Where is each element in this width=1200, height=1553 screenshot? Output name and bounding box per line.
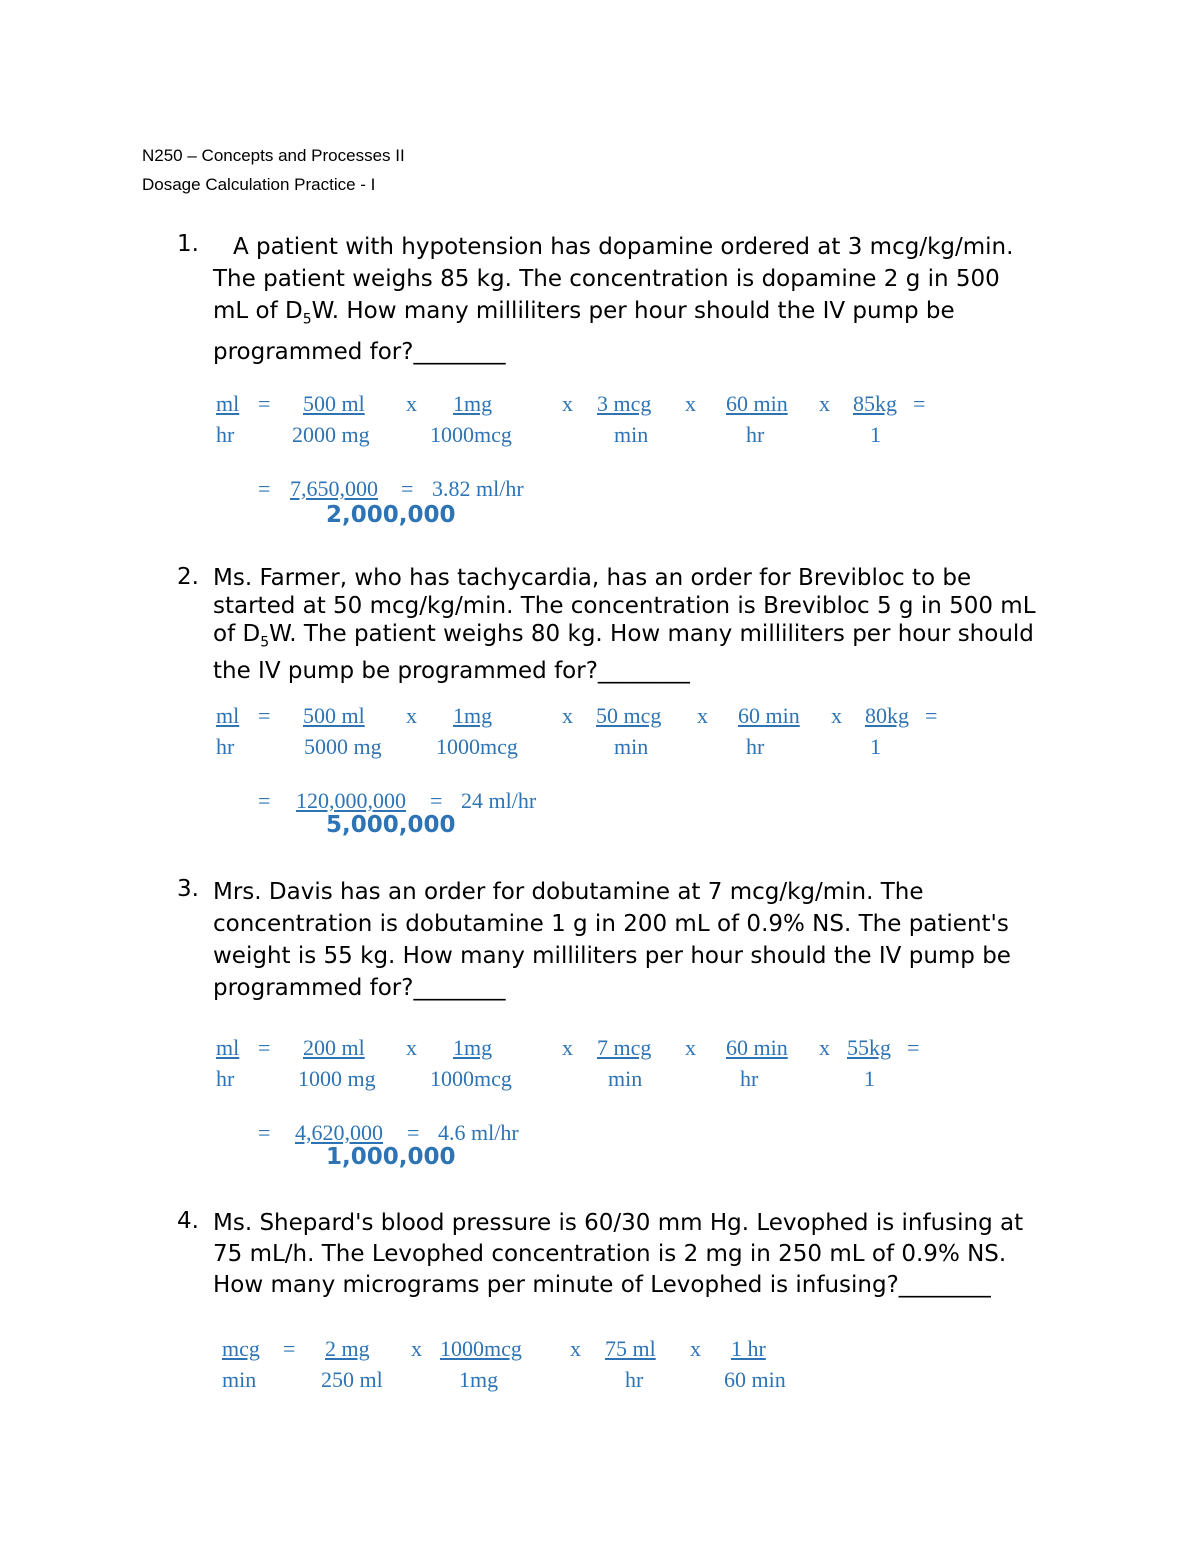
- times-sign: x: [690, 1336, 701, 1361]
- question-line: 75 mL/h. The Levophed concentration is 2 mg in 250 mL of 0.9% NS.: [213, 1241, 1007, 1267]
- question-line: W. The patient weighs 80 kg. How many milliliters per hour should: [269, 621, 1034, 647]
- denominator: hr: [740, 1066, 759, 1091]
- result-numerator: 7,650,000: [290, 476, 378, 501]
- question-line: the IV pump be programmed for?________: [213, 657, 690, 684]
- numerator: ml: [216, 391, 240, 416]
- numerator: 7 mcg: [597, 1035, 652, 1060]
- numerator: 1mg: [453, 703, 493, 728]
- times-sign: x: [819, 391, 830, 416]
- numerator: 60 min: [726, 391, 788, 416]
- times-sign: x: [406, 1035, 417, 1060]
- denominator: hr: [216, 734, 235, 759]
- numerator: ml: [216, 703, 240, 728]
- numerator: 80kg: [865, 703, 909, 728]
- equals-sign: =: [283, 1336, 296, 1361]
- question-line: programmed for?________: [213, 975, 506, 1001]
- numerator: 1 hr: [731, 1336, 766, 1361]
- denominator: 1mg: [459, 1367, 499, 1392]
- times-sign: x: [406, 391, 417, 416]
- denominator: min: [222, 1367, 257, 1392]
- numerator: 85kg: [853, 391, 897, 416]
- question-line: weight is 55 kg. How many milliliters per hour should the IV pump be: [213, 943, 1011, 969]
- question-line: started at 50 mcg/kg/min. The concentration is Brevibloc 5 g in 500 mL: [213, 593, 1036, 619]
- denominator: 1: [864, 1066, 875, 1091]
- numerator: 1mg: [453, 391, 493, 416]
- result-value: 3.82 ml/hr: [432, 476, 524, 501]
- times-sign: x: [570, 1336, 581, 1361]
- equals-sign: =: [907, 1035, 920, 1060]
- question-line: The patient weighs 85 kg. The concentration is dopamine 2 g in 500: [213, 266, 1000, 292]
- numerator: 200 ml: [303, 1035, 365, 1060]
- times-sign: x: [562, 391, 573, 416]
- denominator: 5000 mg: [304, 734, 382, 759]
- question-line: How many micrograms per minute of Levophed is infusing?________: [213, 1272, 991, 1298]
- result-numerator: 4,620,000: [295, 1120, 383, 1145]
- equals-sign: =: [258, 703, 271, 728]
- result-denominator: 2,000,000: [326, 502, 456, 528]
- numerator: 75 ml: [605, 1336, 656, 1361]
- denominator: 250 ml: [321, 1367, 383, 1392]
- denominator: hr: [625, 1367, 644, 1392]
- denominator: 2000 mg: [292, 422, 370, 447]
- equals-sign: =: [258, 391, 271, 416]
- numerator: 500 ml: [303, 391, 365, 416]
- question-number: 4.: [177, 1208, 199, 1234]
- times-sign: x: [562, 703, 573, 728]
- denominator: min: [614, 422, 649, 447]
- result-denominator: 1,000,000: [326, 1144, 456, 1170]
- equals-sign: =: [925, 703, 938, 728]
- subscript: 5: [260, 634, 270, 651]
- times-sign: x: [406, 703, 417, 728]
- question-text: [213, 876, 1073, 1004]
- question-line: mL of D: [213, 298, 303, 324]
- question-number: 3.: [177, 876, 199, 902]
- numerator: 2 mg: [325, 1336, 370, 1361]
- numerator: 500 ml: [303, 703, 365, 728]
- question-text: [213, 231, 1073, 368]
- denominator: 1000mcg: [430, 422, 512, 447]
- equals-sign: =: [258, 1120, 271, 1145]
- denominator: hr: [216, 1066, 235, 1091]
- equals-sign: =: [258, 1035, 271, 1060]
- times-sign: x: [411, 1336, 422, 1361]
- question-text: [213, 564, 1073, 685]
- numerator: ml: [216, 1035, 240, 1060]
- equals-sign: =: [258, 788, 271, 813]
- times-sign: x: [697, 703, 708, 728]
- question-number: 1.: [177, 231, 199, 257]
- numerator: 3 mcg: [597, 391, 652, 416]
- question-line: programmed for?________: [213, 338, 506, 365]
- denominator: 60 min: [724, 1367, 786, 1392]
- numerator: 55kg: [847, 1035, 891, 1060]
- question-line: Ms. Shepard's blood pressure is 60/30 mm Hg. Levophed is infusing at: [213, 1210, 1024, 1236]
- subscript: 5: [302, 311, 312, 328]
- equals-sign: =: [913, 391, 926, 416]
- question-number: 2.: [177, 564, 199, 590]
- denominator: 1000mcg: [436, 734, 518, 759]
- numerator: 1000mcg: [440, 1336, 522, 1361]
- numerator: mcg: [222, 1336, 260, 1361]
- times-sign: x: [685, 391, 696, 416]
- times-sign: x: [819, 1035, 830, 1060]
- equals-sign: =: [401, 476, 414, 501]
- denominator: min: [608, 1066, 643, 1091]
- denominator: 1000 mg: [298, 1066, 376, 1091]
- equals-sign: =: [407, 1120, 420, 1145]
- equals-sign: =: [430, 788, 443, 813]
- numerator: 60 min: [726, 1035, 788, 1060]
- course-title: N250 – Concepts and Processes II: [142, 146, 405, 165]
- question-line: concentration is dobutamine 1 g in 200 mL of 0.9% NS. The patient's: [213, 911, 1009, 937]
- denominator: 1000mcg: [430, 1066, 512, 1091]
- numerator: 50 mcg: [596, 703, 662, 728]
- numerator: 60 min: [738, 703, 800, 728]
- denominator: 1: [870, 422, 881, 447]
- result-value: 24 ml/hr: [461, 788, 537, 813]
- question-line: A patient with hypotension has dopamine ordered at 3 mcg/kg/min.: [233, 234, 1014, 260]
- times-sign: x: [831, 703, 842, 728]
- denominator: hr: [746, 422, 765, 447]
- denominator: 1: [870, 734, 881, 759]
- question-line: of D: [213, 621, 261, 647]
- times-sign: x: [685, 1035, 696, 1060]
- equals-sign: =: [258, 476, 271, 501]
- result-numerator: 120,000,000: [296, 788, 406, 813]
- question-line: W. How many milliliters per hour should the IV pump be: [311, 298, 955, 324]
- numerator: 1mg: [453, 1035, 493, 1060]
- worksheet-subtitle: Dosage Calculation Practice - I: [142, 175, 376, 194]
- denominator: hr: [216, 422, 235, 447]
- denominator: min: [614, 734, 649, 759]
- denominator: hr: [746, 734, 765, 759]
- question-line: Ms. Farmer, who has tachycardia, has an order for Brevibloc to be: [213, 565, 972, 591]
- question-text: [213, 1208, 1073, 1301]
- times-sign: x: [562, 1035, 573, 1060]
- result-value: 4.6 ml/hr: [438, 1120, 519, 1145]
- result-denominator: 5,000,000: [326, 812, 456, 838]
- question-line: Mrs. Davis has an order for dobutamine at 7 mcg/kg/min. The: [213, 879, 924, 905]
